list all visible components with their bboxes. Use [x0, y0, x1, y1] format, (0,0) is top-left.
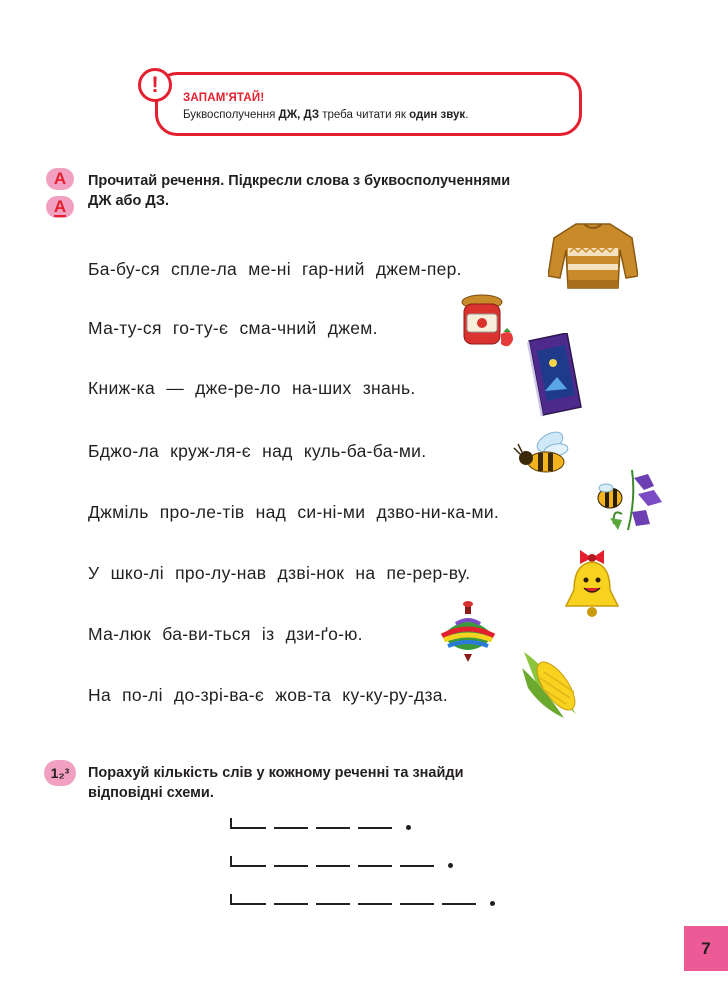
bell-icon [560, 544, 626, 620]
task-badge-a: А [46, 168, 74, 190]
sentence-1: Ба-бу-ся спле-ла ме-ні гар-ний джем-пер. [88, 259, 462, 279]
bee-icon [512, 428, 574, 478]
spinning-top-icon [436, 600, 500, 664]
remember-text: Буквосполучення ДЖ, ДЗ треба читати як один звук. [183, 109, 469, 121]
sentence-4: Бджо-ла круж-ля-є над куль-ба-ба-ми. [88, 441, 427, 461]
page-number: 7 [684, 926, 728, 971]
task1-instruction: Прочитай речення. Підкресли слова з буквосполученнями ДЖ або ДЗ. [88, 173, 511, 209]
exclamation-icon: ! [138, 68, 172, 102]
sentence-5: Джміль про-ле-тів над си-ні-ми дзво-ни-ка-ми. [88, 502, 500, 522]
sweater-icon [548, 220, 638, 292]
sentence-scheme-3 [0, 894, 728, 914]
bumblebee-bellflower-icon [592, 468, 668, 532]
sentence-7: Ма-люк ба-ви-ться із дзи-ґо-ю. [88, 624, 363, 644]
corn-icon [518, 648, 584, 720]
sentence-scheme-2 [0, 856, 728, 876]
task-badge-counting: 1₂³ [44, 760, 76, 786]
book-icon [527, 333, 583, 417]
sentence-scheme-1 [0, 818, 728, 838]
jam-jar-icon [455, 292, 517, 352]
sentence-8: На по-лі до-зрі-ва-є жов-та ку-ку-ру-дза. [88, 685, 449, 705]
sentence-3: Книж-ка — дже-ре-ло на-ших знань. [88, 378, 416, 398]
remember-box [155, 72, 582, 136]
sentence-2: Ма-ту-ся го-ту-є сма-чний джем. [88, 318, 378, 338]
task2-instruction: Порахуй кількість слів у кожному реченні та знайди відповідні схеми. [88, 765, 464, 801]
sentence-6: У шко-лі про-лу-нав дзві-нок на пе-рер-ву. [88, 563, 471, 583]
remember-title: ЗАПАМ'ЯТАЙ! [183, 92, 265, 104]
task-badge-a-underlined: А [46, 196, 74, 218]
